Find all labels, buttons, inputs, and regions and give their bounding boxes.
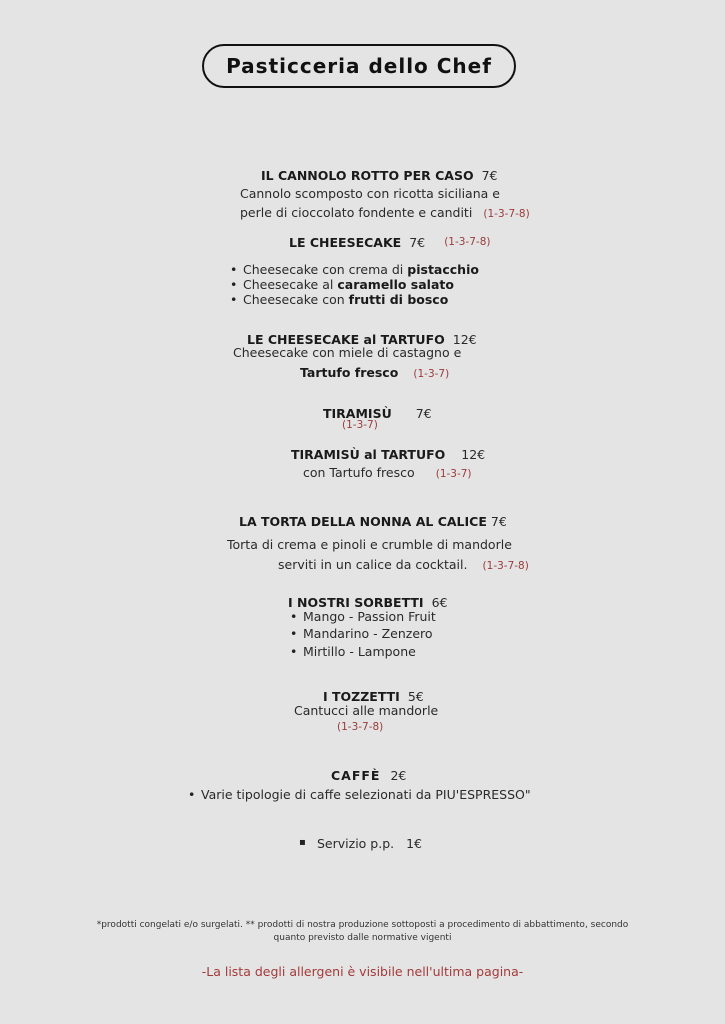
footer-line2: quanto previsto dalle normative vigenti (273, 933, 452, 943)
option-flavor: caramello salato (337, 277, 454, 292)
item-name: TIRAMISÙ al TARTUFO (291, 447, 446, 462)
cheesecake-option (243, 262, 479, 277)
page-title: Pasticceria dello Chef (226, 54, 492, 78)
tozzetti-allergens: (1-3-7-8) (337, 721, 384, 733)
option-text: Cheesecake con (243, 292, 349, 307)
torta-desc-line2 (278, 554, 529, 573)
item-name: TIRAMISÙ (323, 406, 392, 421)
item-name: LA TORTA DELLA NONNA AL CALICE (239, 514, 487, 529)
allergens-label: (1-3-7-8) (482, 560, 529, 572)
tiramisu-tartufo-desc (303, 462, 472, 481)
sorbetti-flavor: • Mirtillo - Lampone (303, 644, 416, 659)
cannolo-desc-line1: Cannolo scomposto con ricotta siciliana e (240, 186, 500, 201)
tiramisu-tartufo-heading (291, 444, 485, 463)
item-price: 2€ (390, 768, 407, 783)
item-name: I TOZZETTI (323, 689, 400, 704)
tiramisu-allergens: (1-3-7) (342, 419, 378, 431)
option-flavor: pistacchio (407, 262, 479, 277)
item-price: 12€ (461, 447, 486, 462)
footer-disclaimer (60, 919, 665, 945)
allergens-label: (1-3-7-8) (483, 208, 530, 220)
servizio-label: Servizio p.p. (317, 836, 395, 851)
caffe-heading (331, 765, 406, 784)
allergens-label: (1-3-7) (413, 368, 450, 380)
desc-text: Tartufo fresco (300, 365, 399, 380)
desc-text: serviti in un calice da cocktail. (278, 557, 468, 572)
allergens-note: -La lista degli allergeni è visibile nell'ultima pagina- (201, 964, 524, 979)
item-name: I NOSTRI SORBETTI (288, 595, 424, 610)
cannolo-desc-line2 (240, 202, 530, 221)
cannolo-heading (261, 165, 498, 184)
footer-line1: *prodotti congelati e/o surgelati. ** prodotti di nostra produzione sottoposti a procedimento di abbattimento, secondo (96, 920, 629, 930)
option-text: Cheesecake con crema di (243, 262, 408, 277)
cheesecake-tartufo-desc-line2 (300, 362, 449, 381)
torta-heading (239, 511, 507, 530)
item-price: 7€ (481, 168, 498, 183)
cheesecake-option (243, 277, 454, 292)
option-flavor: frutti di bosco (348, 292, 449, 307)
item-name: CAFFÈ (331, 768, 381, 783)
cheesecake-heading (289, 232, 490, 251)
torta-desc-line1: Torta di crema e pinoli e crumble di mandorle (227, 537, 512, 552)
tozzetti-desc: Cantucci alle mandorle (294, 703, 439, 718)
item-name: IL CANNOLO ROTTO PER CASO (261, 168, 474, 183)
item-name: LE CHEESECAKE al TARTUFO (247, 332, 445, 347)
caffe-description: • Varie tipologie di caffe selezionati da PIU'ESPRESSO" (201, 787, 531, 802)
option-text: Cheesecake al (243, 277, 338, 292)
cheesecake-option (243, 292, 448, 307)
allergens-label: (1-3-7) (435, 468, 472, 480)
item-price: 7€ (409, 235, 426, 250)
allergens-label: (1-3-7-8) (444, 236, 491, 248)
desc-text: con Tartufo fresco (303, 465, 415, 480)
menu-title-box (202, 44, 516, 88)
desc-text: perle di cioccolato fondente e canditi (240, 205, 473, 220)
sorbetti-flavor: • Mandarino - Zenzero (303, 626, 433, 641)
cheesecake-tartufo-desc-line1: Cheesecake con miele di castagno e (233, 345, 462, 360)
servizio-price: 1€ (406, 836, 423, 851)
item-price: 12€ (452, 332, 477, 347)
item-price: 7€ (490, 514, 507, 529)
servizio-line (317, 836, 422, 851)
item-price: 7€ (415, 406, 432, 421)
item-price: 6€ (431, 595, 448, 610)
sorbetti-flavor: • Mango - Passion Fruit (303, 609, 436, 624)
item-name: LE CHEESECAKE (289, 235, 402, 250)
item-price: 5€ (407, 689, 424, 704)
